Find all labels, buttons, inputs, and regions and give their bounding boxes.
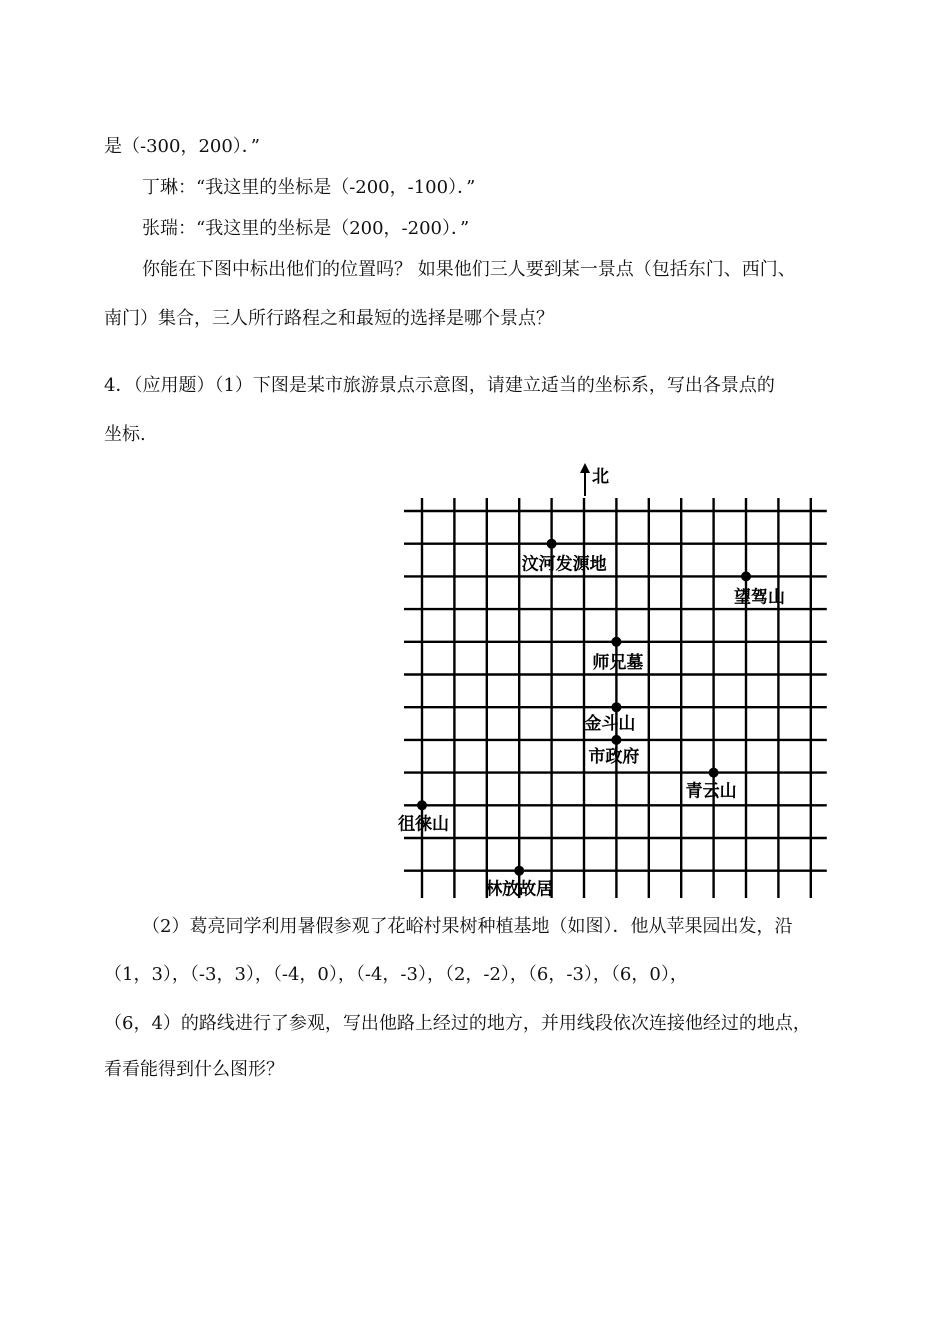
text-line-1: 是（-300，200）．” — [104, 136, 260, 157]
question-4-part2-line-2: （1，3），（-3，3），（-4，0），（-4，-3），（2，-2），（6，-3），（6，0）， — [104, 964, 688, 985]
place-marker — [611, 702, 621, 712]
place-marker — [741, 571, 751, 581]
question-4-part2-line-4: 看看能得到什么图形？ — [104, 1059, 284, 1080]
text-line-3: 张瑞：“我这里的坐标是（200，-200）．” — [142, 218, 470, 239]
question-4-line-2: 坐标. — [104, 424, 146, 445]
place-label: 金斗山 — [584, 714, 636, 735]
question-4-part2-line-3: （6，4）的路线进行了参观，写出他路上经过的地方，并用线段依次连接他经过的地点， — [104, 1013, 811, 1034]
grid-lines — [404, 498, 827, 898]
place-label: 徂徕山 — [398, 814, 449, 835]
place-marker — [611, 637, 621, 647]
north-label: 北 — [592, 467, 609, 487]
place-label: 师兄墓 — [592, 652, 644, 673]
place-label: 市政府 — [588, 746, 640, 767]
map-grid — [394, 460, 844, 900]
text-line-2: 丁琳：“我这里的坐标是（-200，-100）．” — [142, 177, 476, 198]
place-marker — [514, 866, 524, 876]
place-marker — [709, 768, 719, 778]
place-marker — [417, 800, 427, 810]
place-label: 林放故居 — [485, 879, 554, 900]
text-line-5: 南门）集合，三人所行路程之和最短的选择是哪个景点？ — [104, 308, 554, 329]
question-4-line-1: 4．（应用题）（1）下图是某市旅游景点示意图，请建立适当的坐标系，写出各景点的 — [104, 375, 775, 396]
text-line-4: 你能在下图中标出他们的位置吗？ 如果他们三人要到某一景点（包括东门、西门、 — [142, 259, 796, 280]
north-arrow — [580, 463, 590, 496]
scenic-spot-map — [394, 460, 844, 900]
question-4-part2-line-1: （2）葛亮同学利用暑假参观了花峪村果树种植基地（如图）．他从苹果园出发，沿 — [142, 916, 793, 937]
place-label: 青云山 — [685, 781, 737, 802]
place-marker — [611, 735, 621, 745]
place-label: 望驾山 — [734, 587, 785, 608]
places — [398, 539, 785, 900]
place-marker — [547, 539, 557, 549]
place-label: 汶河发源地 — [521, 554, 607, 575]
